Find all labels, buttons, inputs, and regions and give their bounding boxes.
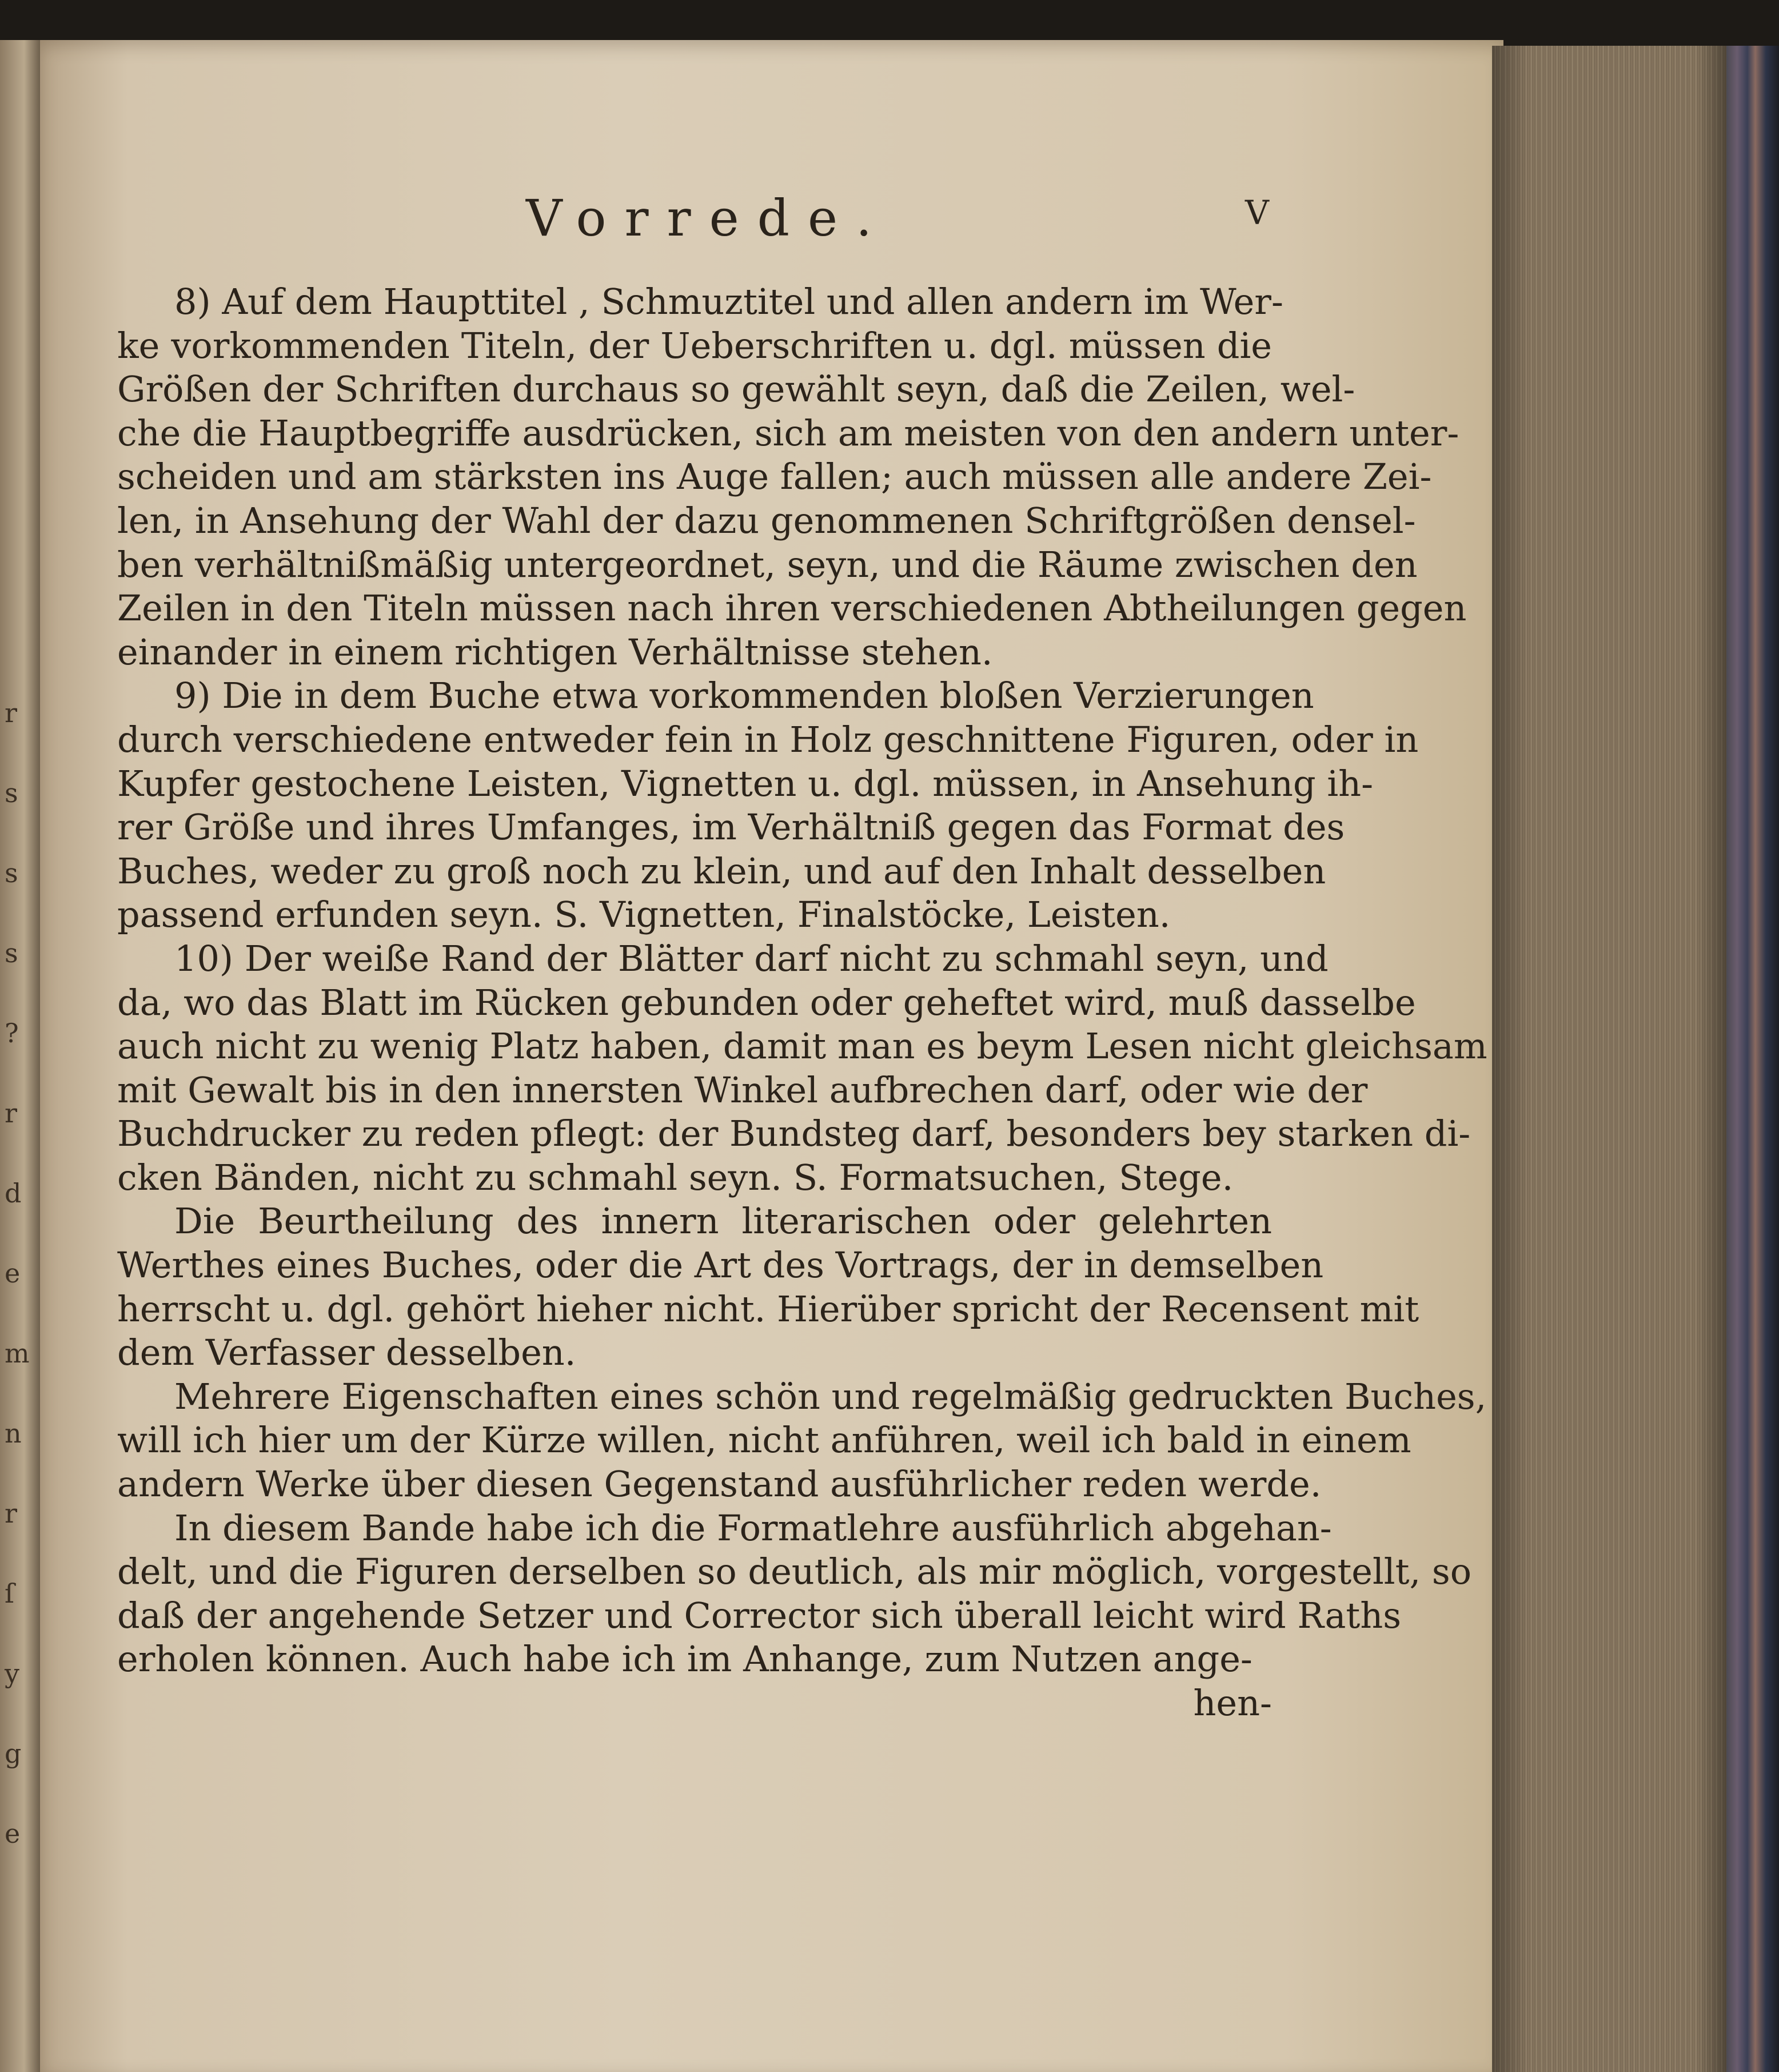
text-line: 8) Auf dem Haupttitel , Schmuztitel und allen andern im Wer- bbox=[174, 281, 1283, 322]
left-page-fragment: r bbox=[5, 698, 17, 728]
paragraph bbox=[117, 1507, 1472, 1681]
text-line: auch nicht zu wenig Platz haben, damit man es beym Lesen nicht gleichsam bbox=[117, 1025, 1487, 1067]
left-page-fragment: s bbox=[5, 858, 18, 888]
text-line: Kupfer gestochene Leisten, Vignetten u. dgl. müssen, in Ansehung ih- bbox=[117, 762, 1374, 804]
left-page-fragment: d bbox=[5, 1178, 22, 1209]
text-line: Werthes eines Buches, oder die Art des Vortrags, der in demselben bbox=[117, 1244, 1324, 1286]
running-header: Vorrede. bbox=[526, 189, 891, 248]
text-line: scheiden und am stärksten ins Auge fallen; auch müssen alle andere Zei- bbox=[117, 456, 1432, 498]
paragraph bbox=[117, 674, 1419, 937]
text-line: In diesem Bande habe ich die Formatlehre ausführlich abgehan- bbox=[174, 1507, 1332, 1549]
left-page-fragment: e bbox=[5, 1818, 21, 1849]
text-line: Buches, weder zu groß noch zu klein, und auf den Inhalt desselben bbox=[117, 850, 1326, 892]
text-line: che die Hauptbegriffe ausdrücken, sich am meisten von den andern unter- bbox=[117, 412, 1459, 454]
left-page-edge bbox=[0, 40, 40, 2072]
left-page-fragment: r bbox=[5, 1498, 17, 1529]
text-line: daß der angehende Setzer und Corrector sich überall leicht wird Raths bbox=[117, 1594, 1402, 1636]
text-line: cken Bänden, nicht zu schmahl seyn. S. Formatsuchen, Stege. bbox=[117, 1156, 1234, 1198]
text-line: erholen können. Auch habe ich im Anhange, zum Nutzen ange- bbox=[117, 1638, 1253, 1680]
text-line: Größen der Schriften durchaus so gewählt seyn, daß die Zeilen, wel- bbox=[117, 368, 1355, 411]
text-line: ben verhältnißmäßig untergeordnet, seyn, und die Räume zwischen den bbox=[117, 543, 1418, 585]
text-line: will ich hier um der Kürze willen, nicht anführen, weil ich bald in einem bbox=[117, 1419, 1411, 1461]
paragraph bbox=[117, 1200, 1419, 1374]
body-text bbox=[117, 280, 1487, 1726]
text-line: durch verschiedene entweder fein in Holz geschnittene Figuren, oder in bbox=[117, 718, 1419, 760]
text-line: andern Werke über diesen Gegenstand ausführlicher reden werde. bbox=[117, 1463, 1322, 1505]
left-page-fragment: m bbox=[5, 1338, 30, 1369]
text-line: delt, und die Figuren derselben so deutlich, als mir möglich, vorgestellt, so bbox=[117, 1551, 1472, 1593]
catchword: hen- bbox=[1193, 1682, 1272, 1724]
left-page-fragment: e bbox=[5, 1258, 21, 1289]
text-line: passend erfunden seyn. S. Vignetten, Finalstöcke, Leisten. bbox=[117, 894, 1171, 936]
page-block-shade bbox=[1492, 46, 1732, 2072]
left-page-fragment: s bbox=[5, 778, 18, 808]
text-line: Mehrere Eigenschaften eines schön und regelmäßig gedruckten Buches, bbox=[174, 1375, 1487, 1417]
left-page-fragment: g bbox=[5, 1738, 22, 1769]
left-page-fragment: ? bbox=[5, 1018, 19, 1049]
text-line: herrscht u. dgl. gehört hieher nicht. Hierüber spricht der Recensent mit bbox=[117, 1288, 1419, 1330]
text-line: da, wo das Blatt im Rücken gebunden oder geheftet wird, muß dasselbe bbox=[117, 981, 1416, 1023]
text-line: Buchdrucker zu reden pflegt: der Bundsteg darf, besonders bey starken di- bbox=[117, 1113, 1471, 1155]
text-line: 10) Der weiße Rand der Blätter darf nicht zu schmahl seyn, und bbox=[174, 937, 1329, 979]
paragraph bbox=[117, 280, 1467, 674]
left-page-fragment: n bbox=[5, 1418, 22, 1449]
text-line: einander in einem richtigen Verhältnisse stehen. bbox=[117, 631, 993, 673]
paragraph bbox=[117, 937, 1487, 1200]
text-line: ke vorkommenden Titeln, der Ueberschriften u. dgl. müssen die bbox=[117, 324, 1272, 366]
text-line: dem Verfasser desselben. bbox=[117, 1332, 576, 1374]
text-line: Zeilen in den Titeln müssen nach ihren verschiedenen Abtheilungen gegen bbox=[117, 587, 1467, 629]
text-line: rer Größe und ihres Umfanges, im Verhältniß gegen das Format des bbox=[117, 806, 1345, 848]
left-page-fragment: s bbox=[5, 938, 18, 969]
left-page-fragment: y bbox=[5, 1658, 19, 1689]
left-page-fragment: ſ bbox=[5, 1578, 15, 1609]
text-line: mit Gewalt bis in den innersten Winkel aufbrechen darf, oder wie der bbox=[117, 1069, 1368, 1111]
text-line: 9) Die in dem Buche etwa vorkommenden bloßen Verzierungen bbox=[174, 675, 1314, 717]
paragraph bbox=[117, 1375, 1487, 1507]
page-number: V bbox=[1245, 193, 1269, 232]
text-line: len, in Ansehung der Wahl der dazu genommenen Schriftgrößen densel- bbox=[117, 499, 1416, 541]
left-page-fragment: r bbox=[5, 1098, 17, 1129]
text-line: Die Beurtheilung des innern literarischen oder gelehrten bbox=[174, 1200, 1272, 1242]
book-cover bbox=[1726, 46, 1779, 2072]
